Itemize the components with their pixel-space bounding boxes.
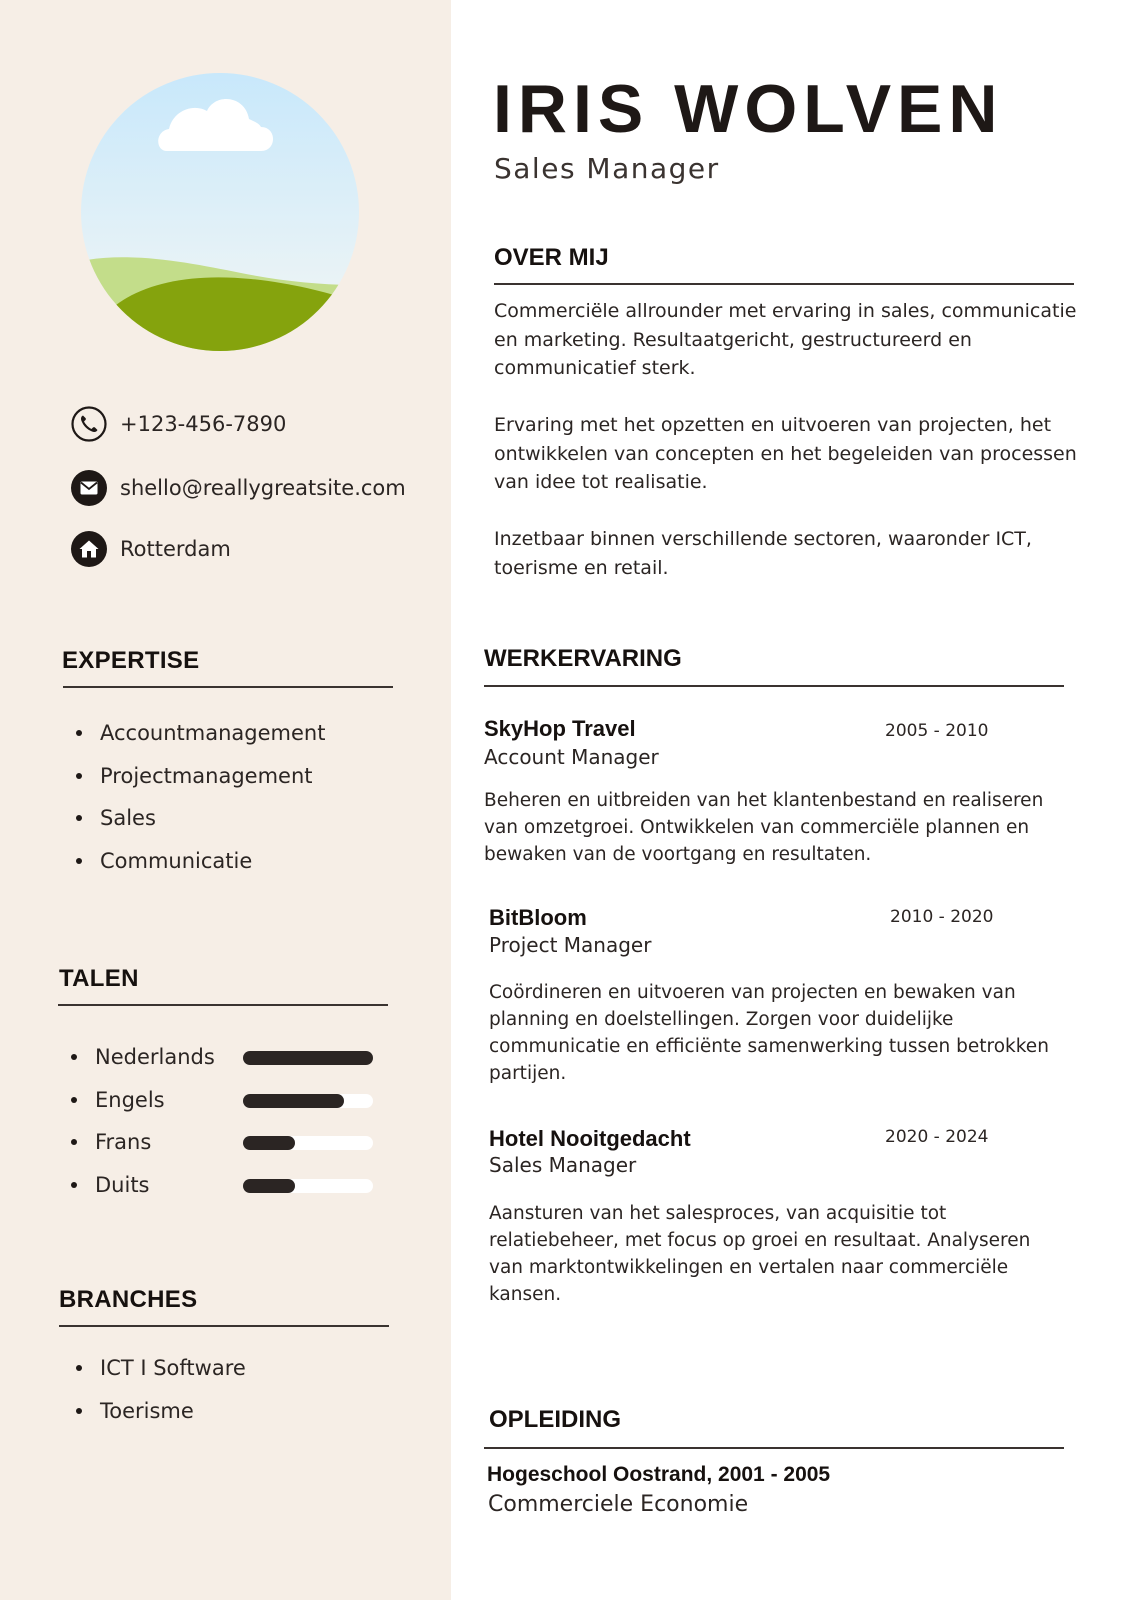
language-level-bar — [243, 1179, 373, 1193]
about-paragraph: Inzetbaar binnen verschillende sectoren, waaronder ICT, toerisme en retail. — [494, 528, 1032, 579]
job-company: Hotel Nooitgedacht — [489, 1126, 691, 1151]
email-icon — [70, 469, 108, 507]
language-level-fill — [243, 1179, 295, 1193]
job-title: Project Manager — [489, 933, 652, 957]
job-description: Beheren en uitbreiden van het klantenbestand en realiseren van omzetgroei. Ontwikkelen van commerciële plannen en bewaken van de voortgang en resultaten. — [484, 790, 1044, 865]
languages-heading: TALEN — [59, 965, 139, 992]
language-level-fill — [243, 1136, 295, 1150]
experience-divider — [484, 685, 1064, 687]
expertise-item: Sales — [62, 797, 325, 840]
branches-heading: BRANCHES — [59, 1286, 198, 1313]
languages-list — [57, 1036, 387, 1206]
language-name: Duits — [95, 1172, 150, 1197]
language-item — [57, 1079, 387, 1122]
contact-location — [70, 530, 231, 568]
job-company: SkyHop Travel — [484, 716, 636, 741]
contact-phone-text: +123-456-7890 — [120, 412, 287, 436]
about-paragraph: Ervaring met het opzetten en uitvoeren van projecten, het ontwikkelen van concepten en het begeleiden van processen van idee tot realisatie. — [494, 414, 1077, 493]
language-item — [57, 1121, 387, 1164]
language-item — [57, 1164, 387, 1207]
language-level-bar — [243, 1051, 373, 1065]
about-heading: OVER MIJ — [494, 244, 609, 271]
sidebar — [0, 0, 451, 1600]
contact-email-text: shello@reallygreatsite.com — [120, 476, 406, 500]
expertise-divider — [63, 686, 393, 688]
language-name: Nederlands — [95, 1045, 215, 1069]
branches-divider — [59, 1325, 389, 1327]
education-degree: Commerciele Economie — [488, 1492, 749, 1517]
job-years: 2005 - 2010 — [885, 721, 989, 741]
branches-list — [62, 1347, 246, 1432]
expertise-item: Projectmanagement — [62, 755, 325, 798]
job-years: 2010 - 2020 — [890, 907, 994, 927]
candidate-role: Sales Manager — [494, 152, 720, 185]
phone-icon — [70, 405, 108, 443]
profile-photo — [81, 73, 359, 351]
education-divider — [484, 1447, 1064, 1449]
experience-heading: WERKERVARING — [484, 645, 682, 672]
contact-phone[interactable] — [70, 405, 286, 443]
landscape-illustration — [81, 73, 359, 351]
languages-divider — [58, 1004, 388, 1006]
job-title: Sales Manager — [489, 1153, 637, 1177]
language-level-bar — [243, 1094, 373, 1108]
language-level-fill — [243, 1051, 373, 1065]
expertise-item: Accountmanagement — [62, 712, 325, 755]
language-name: Engels — [95, 1087, 165, 1112]
language-level-fill — [243, 1094, 344, 1108]
language-item — [57, 1036, 387, 1079]
about-paragraph: Commerciële allrounder met ervaring in sales, communicatie en marketing. Resultaatgericht, gestructureerd en communicatief sterk. — [494, 300, 1077, 379]
expertise-heading: EXPERTISE — [62, 647, 200, 674]
about-divider — [494, 283, 1074, 285]
expertise-item: Communicatie — [62, 840, 325, 883]
branch-item: ICT I Software — [62, 1347, 246, 1390]
job-description: Aansturen van het salesproces, van acquisitie tot relatiebeheer, met focus op groei en resultaat. Analyseren van marktontwikkelingen en vertalen naar commerciële kansen. — [489, 1203, 1031, 1305]
contact-email[interactable] — [70, 469, 406, 507]
language-level-bar — [243, 1136, 373, 1150]
contact-location-text: Rotterdam — [120, 537, 231, 561]
job-description: Coördineren en uitvoeren van projecten en bewaken van planning en doelstellingen. Zorgen voor duidelijke communicatie en efficiënte samenwerking tussen betrokken partijen. — [489, 982, 1049, 1084]
job-company: BitBloom — [489, 905, 587, 930]
education-heading: OPLEIDING — [489, 1406, 622, 1433]
job-years: 2020 - 2024 — [885, 1127, 989, 1147]
education-school: Hogeschool Oostrand, 2001 - 2005 — [487, 1463, 831, 1486]
expertise-list — [62, 712, 325, 882]
candidate-name: IRIS WOLVEN — [493, 71, 1004, 147]
home-icon — [70, 530, 108, 568]
job-title: Account Manager — [484, 745, 659, 769]
language-name: Frans — [95, 1130, 152, 1154]
branch-item: Toerisme — [62, 1390, 246, 1433]
